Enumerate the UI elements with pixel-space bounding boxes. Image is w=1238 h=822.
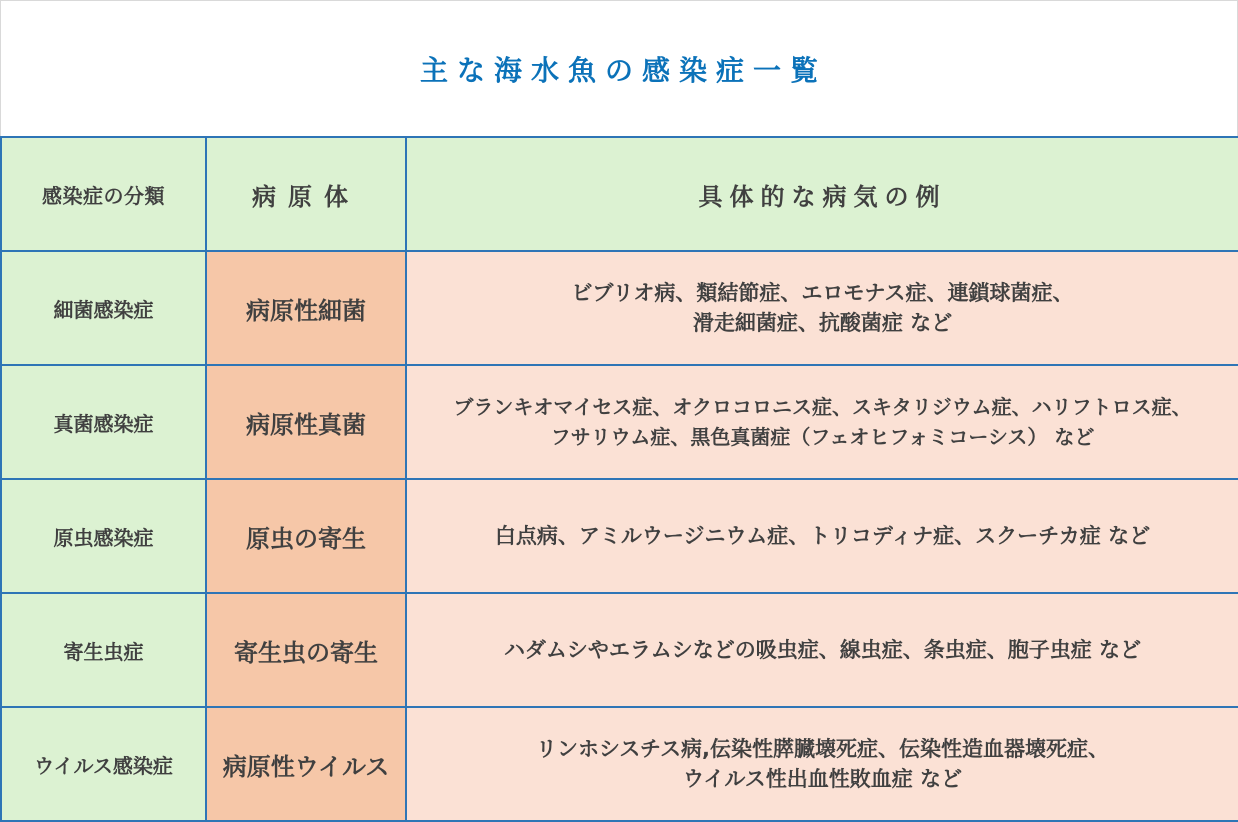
pathogen-cell: 病原性真菌	[206, 365, 406, 479]
category-cell: 寄生虫症	[1, 593, 206, 707]
table-row	[1, 365, 1238, 479]
header-pathogen: 病原体	[206, 137, 406, 251]
page-title: 主な海水魚の感染症一覧	[419, 54, 827, 87]
header-category: 感染症の分類	[1, 137, 206, 251]
header-row	[1, 137, 1238, 251]
header-examples: 具体的な病気の例	[406, 137, 1238, 251]
examples-cell	[406, 365, 1238, 479]
examples-cell	[406, 593, 1238, 707]
examples-line: 滑走細菌症、抗酸菌症 など	[692, 311, 953, 335]
examples-cell	[406, 479, 1238, 593]
pathogen-cell: 病原性細菌	[206, 251, 406, 365]
examples-line: 白点病、アミルウージニウム症、トリコディナ症、スクーチカ症 など	[494, 524, 1151, 548]
category-cell: 真菌感染症	[1, 365, 206, 479]
table-row	[1, 251, 1238, 365]
examples-line: ブランキオマイセス症、オクロコロニス症、スキタリジウム症、ハリフトロス症、	[453, 395, 1192, 419]
examples-line: ハダムシやエラムシなどの吸虫症、線虫症、条虫症、胞子虫症 など	[503, 638, 1142, 662]
pathogen-cell: 寄生虫の寄生	[206, 593, 406, 707]
title-area	[1, 1, 1237, 137]
pathogen-cell: 病原性ウイルス	[206, 707, 406, 821]
infection-table	[0, 136, 1238, 822]
examples-line: ビブリオ病、類結節症、エロモナス症、連鎖球菌症、	[571, 281, 1074, 305]
examples-line: フサリウム症、黒色真菌症（フェオヒフォミコーシス） など	[550, 425, 1095, 449]
examples-line: ウイルス性出血性敗血症 など	[682, 767, 963, 791]
table-row	[1, 707, 1238, 821]
category-cell: 原虫感染症	[1, 479, 206, 593]
examples-cell	[406, 251, 1238, 365]
table-row	[1, 593, 1238, 707]
category-cell: 細菌感染症	[1, 251, 206, 365]
pathogen-cell: 原虫の寄生	[206, 479, 406, 593]
category-cell: ウイルス感染症	[1, 707, 206, 821]
table-row	[1, 479, 1238, 593]
examples-cell	[406, 707, 1238, 821]
examples-line: リンホシスチス病,伝染性膵臓壊死症、伝染性造血器壊死症、	[535, 737, 1110, 761]
